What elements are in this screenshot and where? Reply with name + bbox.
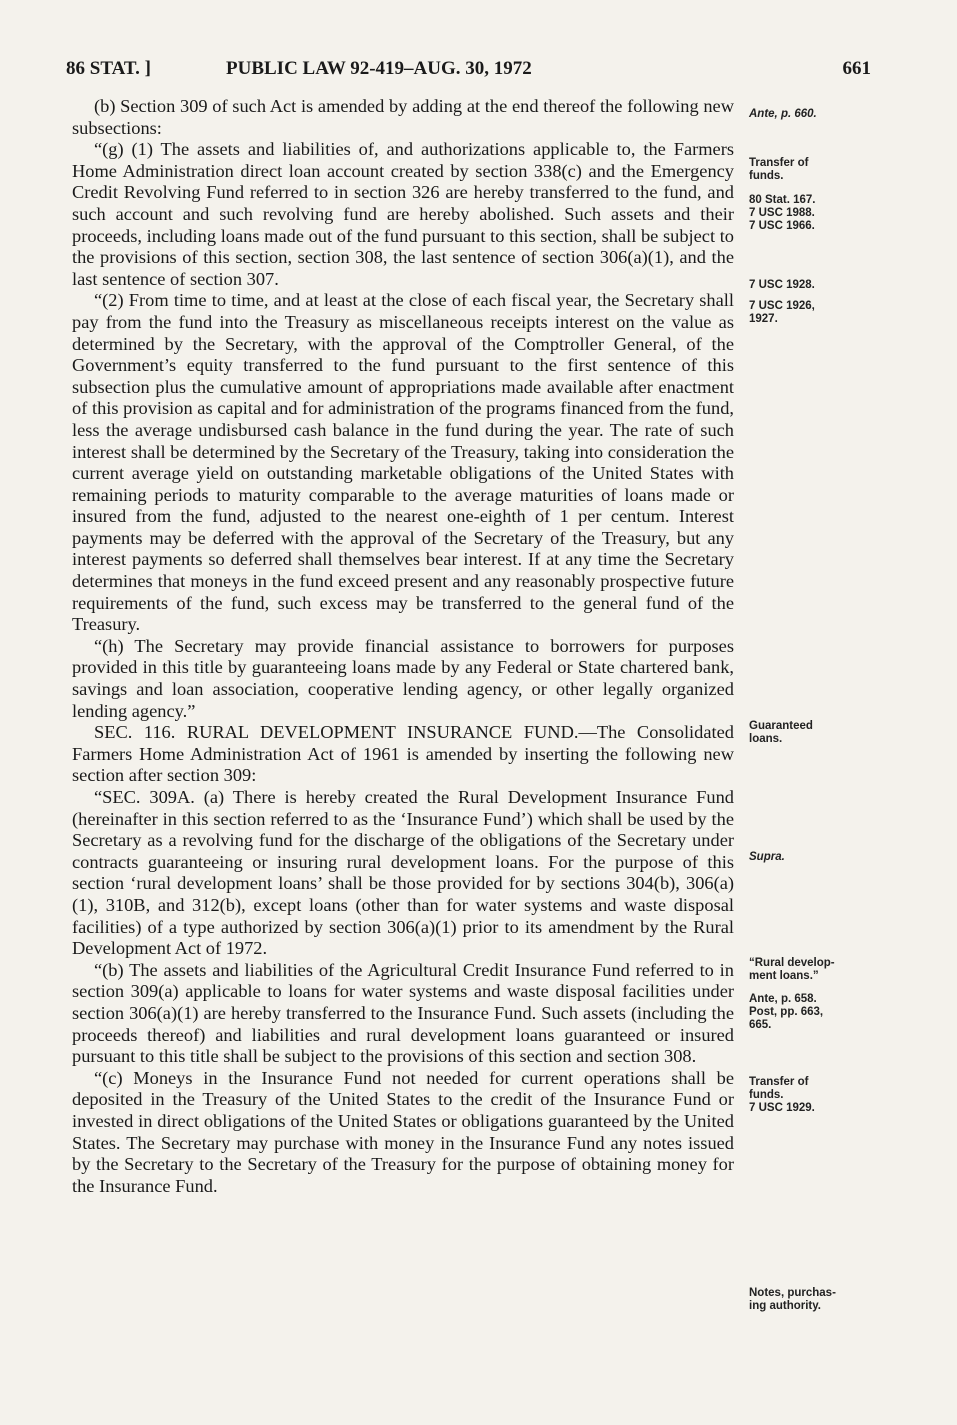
margin-note-supra: Supra.: [749, 851, 785, 863]
body-text: [72, 96, 734, 1197]
page-header: [66, 58, 881, 88]
law-title: PUBLIC LAW 92-419–AUG. 30, 1972: [226, 58, 532, 79]
margin-note-notes-purchasing: Notes, purchas- ing authority.: [749, 1287, 836, 1312]
page-number: 661: [842, 58, 871, 79]
paragraph-sec-309a-b: “(b) The assets and liabilities of the Agricultural Credit Insurance Fund referred to in section 309(a) applicable to loans for water systems and waste disposal facilities under section 306(a)(1) are hereby transferred to the Insurance Fund. Such assets (including the proceeds thereof) and liabilities and rural development loans guaranteed or insured pursuant to this title shall be subject to the provisions of this section and section 308.: [72, 959, 734, 1067]
margin-note-transfer-of-funds: Transfer of funds.: [749, 157, 809, 182]
paragraph-sec-116: SEC. 116. RURAL DEVELOPMENT INSURANCE FUND.—The Consolidated Farmers Home Administration Act of 1961 is amended by inserting the following new section after section 309:: [72, 722, 734, 786]
margin-note-usc-1988-1966: 80 Stat. 167. 7 USC 1988. 7 USC 1966.: [749, 194, 816, 232]
paragraph-g-1: “(g) (1) The assets and liabilities of, and authorizations applicable to, the Farmers Home Administration direct loan account created by section 338(c) and the Emergency Credit Revolving Fund referred to in section 326 are hereby transferred to the fund, and such account and such revolving fund are hereby abolished. Such assets and their proceeds, including loans made out of the fund pursuant to this section, shall be subject to the provisions of this section, section 308, the last sentence of section 306(a)(1), and the last sentence of section 307.: [72, 139, 734, 289]
paragraph-g-2: “(2) From time to time, and at least at the close of each fiscal year, the Secretary shall pay from the fund into the Treasury as miscellaneous receipts interest on the value as determined by the Secretary, with the approval of the Comptroller General, of the Government’s equity transferred to the fund pursuant to the first sentence of this subsection plus the cumulative amount of appropriations made available after enactment of this provision as capital and for administration of the programs financed from the fund, less the average undisbursed cash balance in the fund during the year. The rate of such interest shall be determined by the Secretary of the Treasury, taking into consideration the current average yield on outstanding marketable obligations of the United States with remaining periods to maturity comparable to the average maturities of loans made or insured from the fund, adjusted to the nearest one-eighth of 1 per centum. Interest payments may be deferred with the approval of the Secretary of the Treasury, but any interest payments so deferred shall themselves bear interest. If at any time the Secretary determines that moneys in the fund exceed present and any reasonably prospective future requirements of the fund, such excess may be transferred to the general fund of the Treasury.: [72, 290, 734, 635]
paragraph-sec-309a-c: “(c) Moneys in the Insurance Fund not needed for current operations shall be deposited in the Treasury of the United States to the credit of the Insurance Fund or invested in direct obligations of the United States or obligations guaranteed by the United States. The Secretary may purchase with money in the Insurance Fund any notes issued by the Secretary to the Secretary of the Treasury for the purpose of obtaining money for the Insurance Fund.: [72, 1067, 734, 1196]
margin-note-guaranteed-loans: Guaranteed loans.: [749, 720, 813, 745]
paragraph-sec-309a-a: “SEC. 309A. (a) There is hereby created the Rural Development Insurance Fund (hereinafter in this section referred to as the ‘Insurance Fund’) which shall be used by the Secretary as a revolving fund for the discharge of the obligations of the Secretary under contracts guaranteeing or insuring rural development loans. For the purpose of this section ‘rural development loans’ shall be those provided for by sections 304(b), 306(a)(1), 310B, and 312(b), except loans (other than for water systems and waste disposal facilities) of a type authorized by section 306(a)(1) prior to its amendment by the Rural Development Act of 1972.: [72, 787, 734, 959]
margin-note-ante-660: Ante, p. 660.: [749, 108, 817, 120]
margin-note-transfer-usc-1929: Transfer of funds. 7 USC 1929.: [749, 1076, 815, 1114]
statute-reference: 86 STAT. ]: [66, 58, 151, 79]
margin-note-usc-1926: 7 USC 1926, 1927.: [749, 300, 815, 325]
paragraph-h: “(h) The Secretary may provide financial assistance to borrowers for purposes provided in this title by guaranteeing loans made by any Federal or State chartered bank, savings and loan association, cooperative lending agency, or other legally organized lending agency.”: [72, 635, 734, 721]
margin-note-ante-658-post: Ante, p. 658. Post, pp. 663, 665.: [749, 993, 824, 1031]
paragraph-section-309-b: (b) Section 309 of such Act is amended by adding at the end thereof the following new subsections:: [72, 96, 734, 138]
margin-note-rural-development-loans: “Rural develop- ment loans.”: [749, 957, 835, 982]
margin-note-usc-1928: 7 USC 1928.: [749, 279, 815, 291]
